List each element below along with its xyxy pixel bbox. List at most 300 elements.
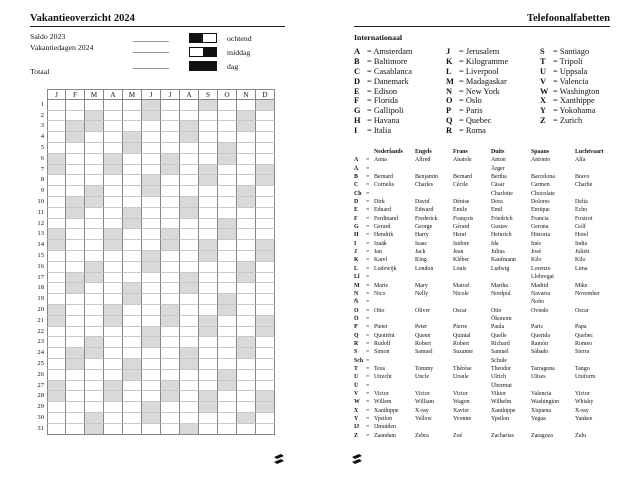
day-cell[interactable] xyxy=(237,251,256,262)
day-cell[interactable] xyxy=(142,186,161,197)
day-cell[interactable] xyxy=(123,197,142,208)
day-cell[interactable] xyxy=(104,208,123,219)
day-cell[interactable] xyxy=(47,121,66,132)
day-cell[interactable] xyxy=(123,370,142,381)
day-cell[interactable] xyxy=(218,370,237,381)
day-cell[interactable] xyxy=(237,219,256,230)
day-cell[interactable] xyxy=(85,359,104,370)
day-cell[interactable] xyxy=(161,294,180,305)
day-cell[interactable] xyxy=(218,283,237,294)
day-cell[interactable] xyxy=(218,294,237,305)
day-cell[interactable] xyxy=(199,132,218,143)
day-cell[interactable] xyxy=(66,316,85,327)
day-cell[interactable] xyxy=(85,391,104,402)
day-cell[interactable] xyxy=(85,229,104,240)
day-cell[interactable] xyxy=(161,229,180,240)
day-cell[interactable] xyxy=(142,251,161,262)
day-cell[interactable] xyxy=(161,305,180,316)
day-cell[interactable] xyxy=(237,121,256,132)
day-cell[interactable] xyxy=(142,100,161,111)
day-cell[interactable] xyxy=(199,381,218,392)
day-cell[interactable] xyxy=(256,262,275,273)
day-cell[interactable] xyxy=(104,348,123,359)
day-cell[interactable] xyxy=(47,229,66,240)
day-cell[interactable] xyxy=(256,132,275,143)
day-cell[interactable] xyxy=(256,175,275,186)
day-cell[interactable] xyxy=(104,424,123,435)
day-cell[interactable] xyxy=(161,273,180,284)
day-cell[interactable] xyxy=(47,154,66,165)
day-cell[interactable] xyxy=(218,132,237,143)
day-cell[interactable] xyxy=(85,165,104,176)
day-cell[interactable] xyxy=(123,219,142,230)
day-cell[interactable] xyxy=(218,197,237,208)
day-cell[interactable] xyxy=(142,154,161,165)
stat-line-saldo[interactable] xyxy=(133,41,169,42)
day-cell[interactable] xyxy=(237,197,256,208)
day-cell[interactable] xyxy=(180,413,199,424)
day-cell[interactable] xyxy=(66,175,85,186)
day-cell[interactable] xyxy=(142,402,161,413)
day-cell[interactable] xyxy=(180,337,199,348)
day-cell[interactable] xyxy=(161,165,180,176)
day-cell[interactable] xyxy=(123,316,142,327)
day-cell[interactable] xyxy=(123,424,142,435)
day-cell[interactable] xyxy=(237,154,256,165)
day-cell[interactable] xyxy=(218,251,237,262)
day-cell[interactable] xyxy=(66,370,85,381)
day-cell[interactable] xyxy=(199,273,218,284)
day-cell[interactable] xyxy=(180,154,199,165)
day-cell[interactable] xyxy=(218,359,237,370)
day-cell[interactable] xyxy=(199,165,218,176)
day-cell[interactable] xyxy=(218,381,237,392)
day-cell[interactable] xyxy=(180,391,199,402)
day-cell[interactable] xyxy=(47,402,66,413)
day-cell[interactable] xyxy=(161,132,180,143)
day-cell[interactable] xyxy=(142,240,161,251)
day-cell[interactable] xyxy=(180,359,199,370)
day-cell[interactable] xyxy=(142,219,161,230)
day-cell[interactable] xyxy=(218,262,237,273)
day-cell[interactable] xyxy=(66,229,85,240)
day-cell[interactable] xyxy=(66,186,85,197)
day-cell[interactable] xyxy=(47,316,66,327)
day-cell[interactable] xyxy=(104,262,123,273)
day-cell[interactable] xyxy=(104,402,123,413)
day-cell[interactable] xyxy=(85,348,104,359)
day-cell[interactable] xyxy=(123,121,142,132)
day-cell[interactable] xyxy=(47,413,66,424)
day-cell[interactable] xyxy=(123,111,142,122)
day-cell[interactable] xyxy=(85,251,104,262)
day-cell[interactable] xyxy=(256,197,275,208)
day-cell[interactable] xyxy=(161,186,180,197)
day-cell[interactable] xyxy=(142,197,161,208)
day-cell[interactable] xyxy=(256,100,275,111)
day-cell[interactable] xyxy=(66,240,85,251)
day-cell[interactable] xyxy=(104,186,123,197)
day-cell[interactable] xyxy=(237,424,256,435)
day-cell[interactable] xyxy=(199,100,218,111)
day-cell[interactable] xyxy=(66,197,85,208)
day-cell[interactable] xyxy=(85,424,104,435)
day-cell[interactable] xyxy=(123,208,142,219)
day-cell[interactable] xyxy=(142,413,161,424)
day-cell[interactable] xyxy=(85,143,104,154)
day-cell[interactable] xyxy=(104,229,123,240)
day-cell[interactable] xyxy=(161,381,180,392)
day-cell[interactable] xyxy=(47,359,66,370)
day-cell[interactable] xyxy=(256,111,275,122)
day-cell[interactable] xyxy=(256,316,275,327)
day-cell[interactable] xyxy=(218,240,237,251)
day-cell[interactable] xyxy=(256,413,275,424)
day-cell[interactable] xyxy=(180,402,199,413)
day-cell[interactable] xyxy=(180,381,199,392)
day-cell[interactable] xyxy=(47,381,66,392)
day-cell[interactable] xyxy=(199,337,218,348)
day-cell[interactable] xyxy=(237,348,256,359)
day-cell[interactable] xyxy=(161,240,180,251)
day-cell[interactable] xyxy=(237,240,256,251)
day-cell[interactable] xyxy=(123,165,142,176)
day-cell[interactable] xyxy=(123,305,142,316)
day-cell[interactable] xyxy=(47,208,66,219)
day-cell[interactable] xyxy=(123,186,142,197)
day-cell[interactable] xyxy=(123,283,142,294)
day-cell[interactable] xyxy=(66,305,85,316)
day-cell[interactable] xyxy=(180,294,199,305)
day-cell[interactable] xyxy=(161,100,180,111)
day-cell[interactable] xyxy=(180,283,199,294)
day-cell[interactable] xyxy=(85,316,104,327)
day-cell[interactable] xyxy=(199,305,218,316)
day-cell[interactable] xyxy=(256,359,275,370)
day-cell[interactable] xyxy=(142,262,161,273)
day-cell[interactable] xyxy=(218,175,237,186)
day-cell[interactable] xyxy=(180,186,199,197)
day-cell[interactable] xyxy=(256,294,275,305)
day-cell[interactable] xyxy=(142,359,161,370)
day-cell[interactable] xyxy=(237,111,256,122)
day-cell[interactable] xyxy=(161,154,180,165)
day-cell[interactable] xyxy=(161,262,180,273)
day-cell[interactable] xyxy=(66,165,85,176)
day-cell[interactable] xyxy=(218,143,237,154)
stat-line-total[interactable] xyxy=(133,68,169,69)
day-cell[interactable] xyxy=(256,229,275,240)
day-cell[interactable] xyxy=(180,305,199,316)
day-cell[interactable] xyxy=(123,251,142,262)
day-cell[interactable] xyxy=(180,143,199,154)
day-cell[interactable] xyxy=(199,219,218,230)
day-cell[interactable] xyxy=(237,165,256,176)
stat-line-vacation-days[interactable] xyxy=(133,52,169,53)
day-cell[interactable] xyxy=(47,424,66,435)
day-cell[interactable] xyxy=(85,121,104,132)
day-cell[interactable] xyxy=(218,208,237,219)
day-cell[interactable] xyxy=(199,154,218,165)
day-cell[interactable] xyxy=(104,294,123,305)
day-cell[interactable] xyxy=(123,143,142,154)
day-cell[interactable] xyxy=(180,251,199,262)
day-cell[interactable] xyxy=(85,337,104,348)
day-cell[interactable] xyxy=(161,424,180,435)
day-cell[interactable] xyxy=(47,165,66,176)
day-cell[interactable] xyxy=(199,402,218,413)
day-cell[interactable] xyxy=(66,337,85,348)
day-cell[interactable] xyxy=(199,391,218,402)
day-cell[interactable] xyxy=(104,132,123,143)
day-cell[interactable] xyxy=(47,273,66,284)
day-cell[interactable] xyxy=(142,370,161,381)
day-cell[interactable] xyxy=(199,370,218,381)
day-cell[interactable] xyxy=(142,381,161,392)
day-cell[interactable] xyxy=(66,402,85,413)
day-cell[interactable] xyxy=(237,283,256,294)
day-cell[interactable] xyxy=(85,413,104,424)
day-cell[interactable] xyxy=(256,143,275,154)
day-cell[interactable] xyxy=(66,100,85,111)
day-cell[interactable] xyxy=(142,229,161,240)
day-cell[interactable] xyxy=(123,132,142,143)
day-cell[interactable] xyxy=(161,370,180,381)
day-cell[interactable] xyxy=(85,305,104,316)
day-cell[interactable] xyxy=(104,165,123,176)
day-cell[interactable] xyxy=(66,208,85,219)
day-cell[interactable] xyxy=(218,316,237,327)
day-cell[interactable] xyxy=(66,251,85,262)
day-cell[interactable] xyxy=(218,337,237,348)
day-cell[interactable] xyxy=(66,283,85,294)
day-cell[interactable] xyxy=(85,219,104,230)
day-cell[interactable] xyxy=(199,262,218,273)
day-cell[interactable] xyxy=(104,413,123,424)
day-cell[interactable] xyxy=(237,413,256,424)
day-cell[interactable] xyxy=(199,121,218,132)
day-cell[interactable] xyxy=(104,197,123,208)
day-cell[interactable] xyxy=(104,100,123,111)
day-cell[interactable] xyxy=(256,327,275,338)
day-cell[interactable] xyxy=(256,402,275,413)
day-cell[interactable] xyxy=(66,348,85,359)
day-cell[interactable] xyxy=(142,175,161,186)
day-cell[interactable] xyxy=(47,219,66,230)
day-cell[interactable] xyxy=(237,132,256,143)
day-cell[interactable] xyxy=(237,229,256,240)
day-cell[interactable] xyxy=(218,100,237,111)
day-cell[interactable] xyxy=(256,381,275,392)
day-cell[interactable] xyxy=(256,154,275,165)
day-cell[interactable] xyxy=(218,348,237,359)
day-cell[interactable] xyxy=(161,402,180,413)
day-cell[interactable] xyxy=(104,143,123,154)
day-cell[interactable] xyxy=(256,208,275,219)
day-cell[interactable] xyxy=(199,186,218,197)
day-cell[interactable] xyxy=(218,111,237,122)
day-cell[interactable] xyxy=(237,262,256,273)
day-cell[interactable] xyxy=(123,240,142,251)
day-cell[interactable] xyxy=(199,413,218,424)
day-cell[interactable] xyxy=(237,186,256,197)
day-cell[interactable] xyxy=(161,359,180,370)
day-cell[interactable] xyxy=(47,251,66,262)
day-cell[interactable] xyxy=(66,294,85,305)
day-cell[interactable] xyxy=(180,229,199,240)
day-cell[interactable] xyxy=(47,197,66,208)
day-cell[interactable] xyxy=(199,294,218,305)
day-cell[interactable] xyxy=(237,305,256,316)
day-cell[interactable] xyxy=(199,143,218,154)
day-cell[interactable] xyxy=(180,240,199,251)
day-cell[interactable] xyxy=(237,143,256,154)
day-cell[interactable] xyxy=(104,121,123,132)
day-cell[interactable] xyxy=(161,251,180,262)
day-cell[interactable] xyxy=(237,370,256,381)
day-cell[interactable] xyxy=(47,262,66,273)
day-cell[interactable] xyxy=(218,121,237,132)
day-cell[interactable] xyxy=(180,208,199,219)
day-cell[interactable] xyxy=(199,175,218,186)
day-cell[interactable] xyxy=(47,240,66,251)
day-cell[interactable] xyxy=(85,111,104,122)
day-cell[interactable] xyxy=(180,370,199,381)
day-cell[interactable] xyxy=(180,424,199,435)
day-cell[interactable] xyxy=(180,100,199,111)
day-cell[interactable] xyxy=(104,283,123,294)
day-cell[interactable] xyxy=(256,251,275,262)
day-cell[interactable] xyxy=(104,154,123,165)
day-cell[interactable] xyxy=(104,327,123,338)
day-cell[interactable] xyxy=(237,391,256,402)
day-cell[interactable] xyxy=(161,121,180,132)
day-cell[interactable] xyxy=(161,208,180,219)
day-cell[interactable] xyxy=(237,294,256,305)
day-cell[interactable] xyxy=(66,132,85,143)
day-cell[interactable] xyxy=(104,391,123,402)
day-cell[interactable] xyxy=(256,348,275,359)
day-cell[interactable] xyxy=(142,348,161,359)
day-cell[interactable] xyxy=(237,327,256,338)
day-cell[interactable] xyxy=(180,111,199,122)
day-cell[interactable] xyxy=(66,327,85,338)
day-cell[interactable] xyxy=(104,251,123,262)
day-cell[interactable] xyxy=(237,208,256,219)
day-cell[interactable] xyxy=(142,424,161,435)
day-cell[interactable] xyxy=(104,337,123,348)
day-cell[interactable] xyxy=(218,165,237,176)
day-cell[interactable] xyxy=(47,100,66,111)
day-cell[interactable] xyxy=(85,327,104,338)
day-cell[interactable] xyxy=(142,165,161,176)
day-cell[interactable] xyxy=(85,370,104,381)
day-cell[interactable] xyxy=(66,154,85,165)
day-cell[interactable] xyxy=(85,294,104,305)
day-cell[interactable] xyxy=(256,424,275,435)
day-cell[interactable] xyxy=(218,327,237,338)
day-cell[interactable] xyxy=(256,186,275,197)
day-cell[interactable] xyxy=(104,240,123,251)
day-cell[interactable] xyxy=(142,327,161,338)
day-cell[interactable] xyxy=(256,370,275,381)
day-cell[interactable] xyxy=(47,294,66,305)
day-cell[interactable] xyxy=(237,381,256,392)
day-cell[interactable] xyxy=(85,132,104,143)
day-cell[interactable] xyxy=(142,391,161,402)
day-cell[interactable] xyxy=(47,175,66,186)
day-cell[interactable] xyxy=(180,175,199,186)
day-cell[interactable] xyxy=(142,283,161,294)
day-cell[interactable] xyxy=(66,111,85,122)
day-cell[interactable] xyxy=(123,391,142,402)
day-cell[interactable] xyxy=(256,121,275,132)
day-cell[interactable] xyxy=(66,273,85,284)
day-cell[interactable] xyxy=(199,251,218,262)
day-cell[interactable] xyxy=(85,273,104,284)
day-cell[interactable] xyxy=(237,175,256,186)
day-cell[interactable] xyxy=(104,370,123,381)
day-cell[interactable] xyxy=(161,219,180,230)
day-cell[interactable] xyxy=(47,348,66,359)
day-cell[interactable] xyxy=(66,219,85,230)
day-cell[interactable] xyxy=(104,111,123,122)
day-cell[interactable] xyxy=(161,143,180,154)
day-cell[interactable] xyxy=(47,186,66,197)
day-cell[interactable] xyxy=(123,359,142,370)
day-cell[interactable] xyxy=(180,348,199,359)
day-cell[interactable] xyxy=(161,391,180,402)
day-cell[interactable] xyxy=(256,337,275,348)
day-cell[interactable] xyxy=(180,327,199,338)
day-cell[interactable] xyxy=(237,359,256,370)
day-cell[interactable] xyxy=(218,186,237,197)
day-cell[interactable] xyxy=(85,197,104,208)
day-cell[interactable] xyxy=(218,305,237,316)
day-cell[interactable] xyxy=(180,121,199,132)
day-cell[interactable] xyxy=(123,348,142,359)
day-cell[interactable] xyxy=(161,316,180,327)
day-cell[interactable] xyxy=(199,240,218,251)
day-cell[interactable] xyxy=(199,348,218,359)
day-cell[interactable] xyxy=(85,402,104,413)
day-cell[interactable] xyxy=(180,316,199,327)
day-cell[interactable] xyxy=(256,165,275,176)
day-cell[interactable] xyxy=(199,359,218,370)
day-cell[interactable] xyxy=(180,219,199,230)
day-cell[interactable] xyxy=(123,100,142,111)
day-cell[interactable] xyxy=(180,273,199,284)
day-cell[interactable] xyxy=(218,273,237,284)
day-cell[interactable] xyxy=(66,381,85,392)
day-cell[interactable] xyxy=(104,359,123,370)
day-cell[interactable] xyxy=(123,273,142,284)
day-cell[interactable] xyxy=(218,424,237,435)
day-cell[interactable] xyxy=(47,143,66,154)
day-cell[interactable] xyxy=(66,391,85,402)
day-cell[interactable] xyxy=(104,219,123,230)
day-cell[interactable] xyxy=(123,294,142,305)
day-cell[interactable] xyxy=(85,186,104,197)
day-cell[interactable] xyxy=(142,337,161,348)
day-cell[interactable] xyxy=(161,413,180,424)
day-cell[interactable] xyxy=(85,154,104,165)
day-cell[interactable] xyxy=(47,283,66,294)
day-cell[interactable] xyxy=(47,132,66,143)
day-cell[interactable] xyxy=(66,121,85,132)
day-cell[interactable] xyxy=(47,111,66,122)
day-cell[interactable] xyxy=(104,273,123,284)
